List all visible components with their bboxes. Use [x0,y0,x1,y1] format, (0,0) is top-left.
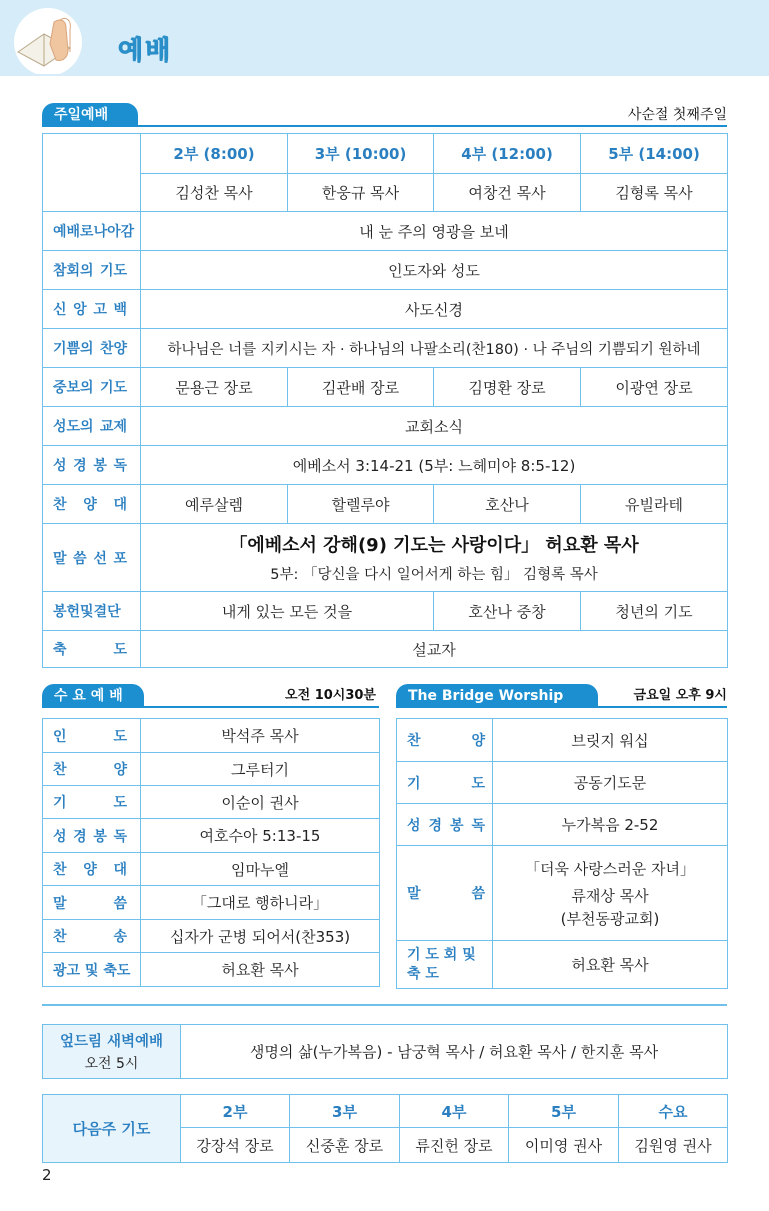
service-time: 5부 (14:00) [581,134,728,174]
row-label: 축 도 [407,965,439,982]
row-label: 찬 송 [43,920,141,953]
page-number: 2 [42,1166,52,1184]
wednesday-tab: 수 요 예 배 [42,684,144,708]
row-value: 허요환 목사 [493,941,728,989]
row-value: 누가복음 2-52 [493,804,728,846]
choir-name: 호산나 [434,485,581,524]
row-value: 「그대로 행하니라」 [141,886,380,920]
row-label: 예배로 나아감 [43,212,141,251]
row-label: 성 경 봉 독 [43,819,141,853]
closing-label [397,941,493,989]
row-label: 봉헌및결단 [43,592,141,631]
sermon-cell [493,846,728,941]
sermon-title: 「더욱 사랑스러운 자녀」 [525,859,695,878]
reading-value: 에베소서 3:14-21 (5부: 느헤미야 8:5-12) [141,446,728,485]
row-label: 축 도 [43,631,141,668]
row-value: 그루터기 [141,753,380,786]
row-label: 신 앙 고 백 [43,290,141,329]
row-value: 이순이 권사 [141,786,380,819]
page-title: 예배 [118,36,173,66]
row-label: 찬 양 대 [43,485,141,524]
creed-value: 사도신경 [141,290,728,329]
intercession-person: 김명환 장로 [434,368,581,407]
wednesday-table [42,718,380,987]
next-week-name: 김원영 권사 [619,1128,728,1163]
intercession-person: 이광연 장로 [581,368,728,407]
fellowship-value: 교회소식 [141,407,728,446]
choir-name: 유빌라테 [581,485,728,524]
row-label: 말 씀 선 포 [43,524,141,592]
row-label: 참회의 기도 [43,251,141,290]
row-label: 성 경 봉 독 [397,804,493,846]
offering-song: 내게 있는 모든 것을 [141,592,434,631]
row-value: 브릿지 워십 [493,719,728,762]
sunday-table [42,133,728,668]
sunday-tab: 주일예배 [42,103,138,127]
service-leader: 김성찬 목사 [141,174,288,212]
row-label: 중보의 기도 [43,368,141,407]
next-week-column: 수요 [619,1095,728,1128]
wednesday-time: 오전 10시30분 [285,688,376,703]
row-label: 광고 및 축도 [43,953,141,987]
row-label: 기 도 회 및 [407,946,476,963]
dawn-time: 오전 5시 [84,1056,139,1072]
row-label: 인 도 [43,719,141,753]
sermon-cell [141,524,728,592]
service-time: 4부 (12:00) [434,134,581,174]
next-week-table [42,1094,728,1163]
next-week-column: 5부 [509,1095,619,1128]
row-label: 찬 양 [43,753,141,786]
sermon-sub: 5부: 「당신을 다시 일어서게 하는 힘」 김형록 목사 [270,567,598,583]
row-value: 허요환 목사 [141,953,380,987]
row-value: 임마누엘 [141,853,380,886]
benediction-value: 설교자 [141,631,728,668]
row-value: 박석주 목사 [141,719,380,753]
choir-name: 예루살렘 [141,485,288,524]
next-week-name: 신중훈 장로 [290,1128,400,1163]
bridge-time: 금요일 오후 9시 [633,688,727,703]
dawn-label: 엎드림 새벽예배 [59,1034,164,1050]
row-value: 십자가 군병 되어서(찬353) [141,920,380,953]
row-label: 찬 양 [397,719,493,762]
row-value: 여호수아 5:13-15 [141,819,380,853]
row-label: 성도의 교제 [43,407,141,446]
divider [42,1004,727,1006]
dawn-table [42,1024,728,1079]
service-time: 2부 (8:00) [141,134,288,174]
dawn-label-cell [43,1025,181,1079]
row-label: 말 씀 [43,886,141,920]
repentance-value: 인도자와 성도 [141,251,728,290]
intercession-person: 김관배 장로 [288,368,434,407]
row-label: 말 씀 [397,846,493,941]
praise-value: 하나님은 너를 지키시는 자 · 하나님의 나팔소리(찬180) · 나 주님의 기쁨되기 원하네 [141,329,728,368]
approach-value: 내 눈 주의 영광을 보네 [141,212,728,251]
row-label: 기 도 [397,762,493,804]
sunday-subtitle: 사순절 첫째주일 [627,107,727,123]
next-week-name: 이미영 권사 [509,1128,619,1163]
dawn-value: 생명의 삶(누가복음) - 남궁혁 목사 / 허요환 목사 / 한지훈 목사 [181,1025,728,1079]
next-week-column: 3부 [290,1095,400,1128]
header-banner [0,0,769,76]
service-time: 3부 (10:00) [288,134,434,174]
sermon-church: (부천동광교회) [560,909,660,928]
intercession-person: 문용근 장로 [141,368,288,407]
row-value: 공동기도문 [493,762,728,804]
next-week-name: 강장석 장로 [181,1128,290,1163]
row-label: 찬 양 대 [43,853,141,886]
row-label: 기 도 [43,786,141,819]
next-week-label: 다음주 기도 [43,1095,181,1163]
choir-name: 할렐루야 [288,485,434,524]
next-week-column: 2부 [181,1095,290,1128]
offering-song: 청년의 기도 [581,592,728,631]
service-leader: 김형록 목사 [581,174,728,212]
praying-hands-bible-icon [8,4,94,74]
service-leader: 한웅규 목사 [288,174,434,212]
service-leader: 여창건 목사 [434,174,581,212]
sermon-main: 「에베소서 강해(9) 기도는 사랑이다」 허요환 목사 [229,535,639,556]
bridge-table [396,718,728,989]
sermon-speaker: 류재상 목사 [571,886,649,905]
next-week-column: 4부 [400,1095,509,1128]
bridge-tab: The Bridge Worship [396,684,598,708]
corner-cell [43,134,141,212]
row-label: 성 경 봉 독 [43,446,141,485]
row-label: 기쁨의 찬양 [43,329,141,368]
offering-song: 호산나 중창 [434,592,581,631]
next-week-name: 류진헌 장로 [400,1128,509,1163]
